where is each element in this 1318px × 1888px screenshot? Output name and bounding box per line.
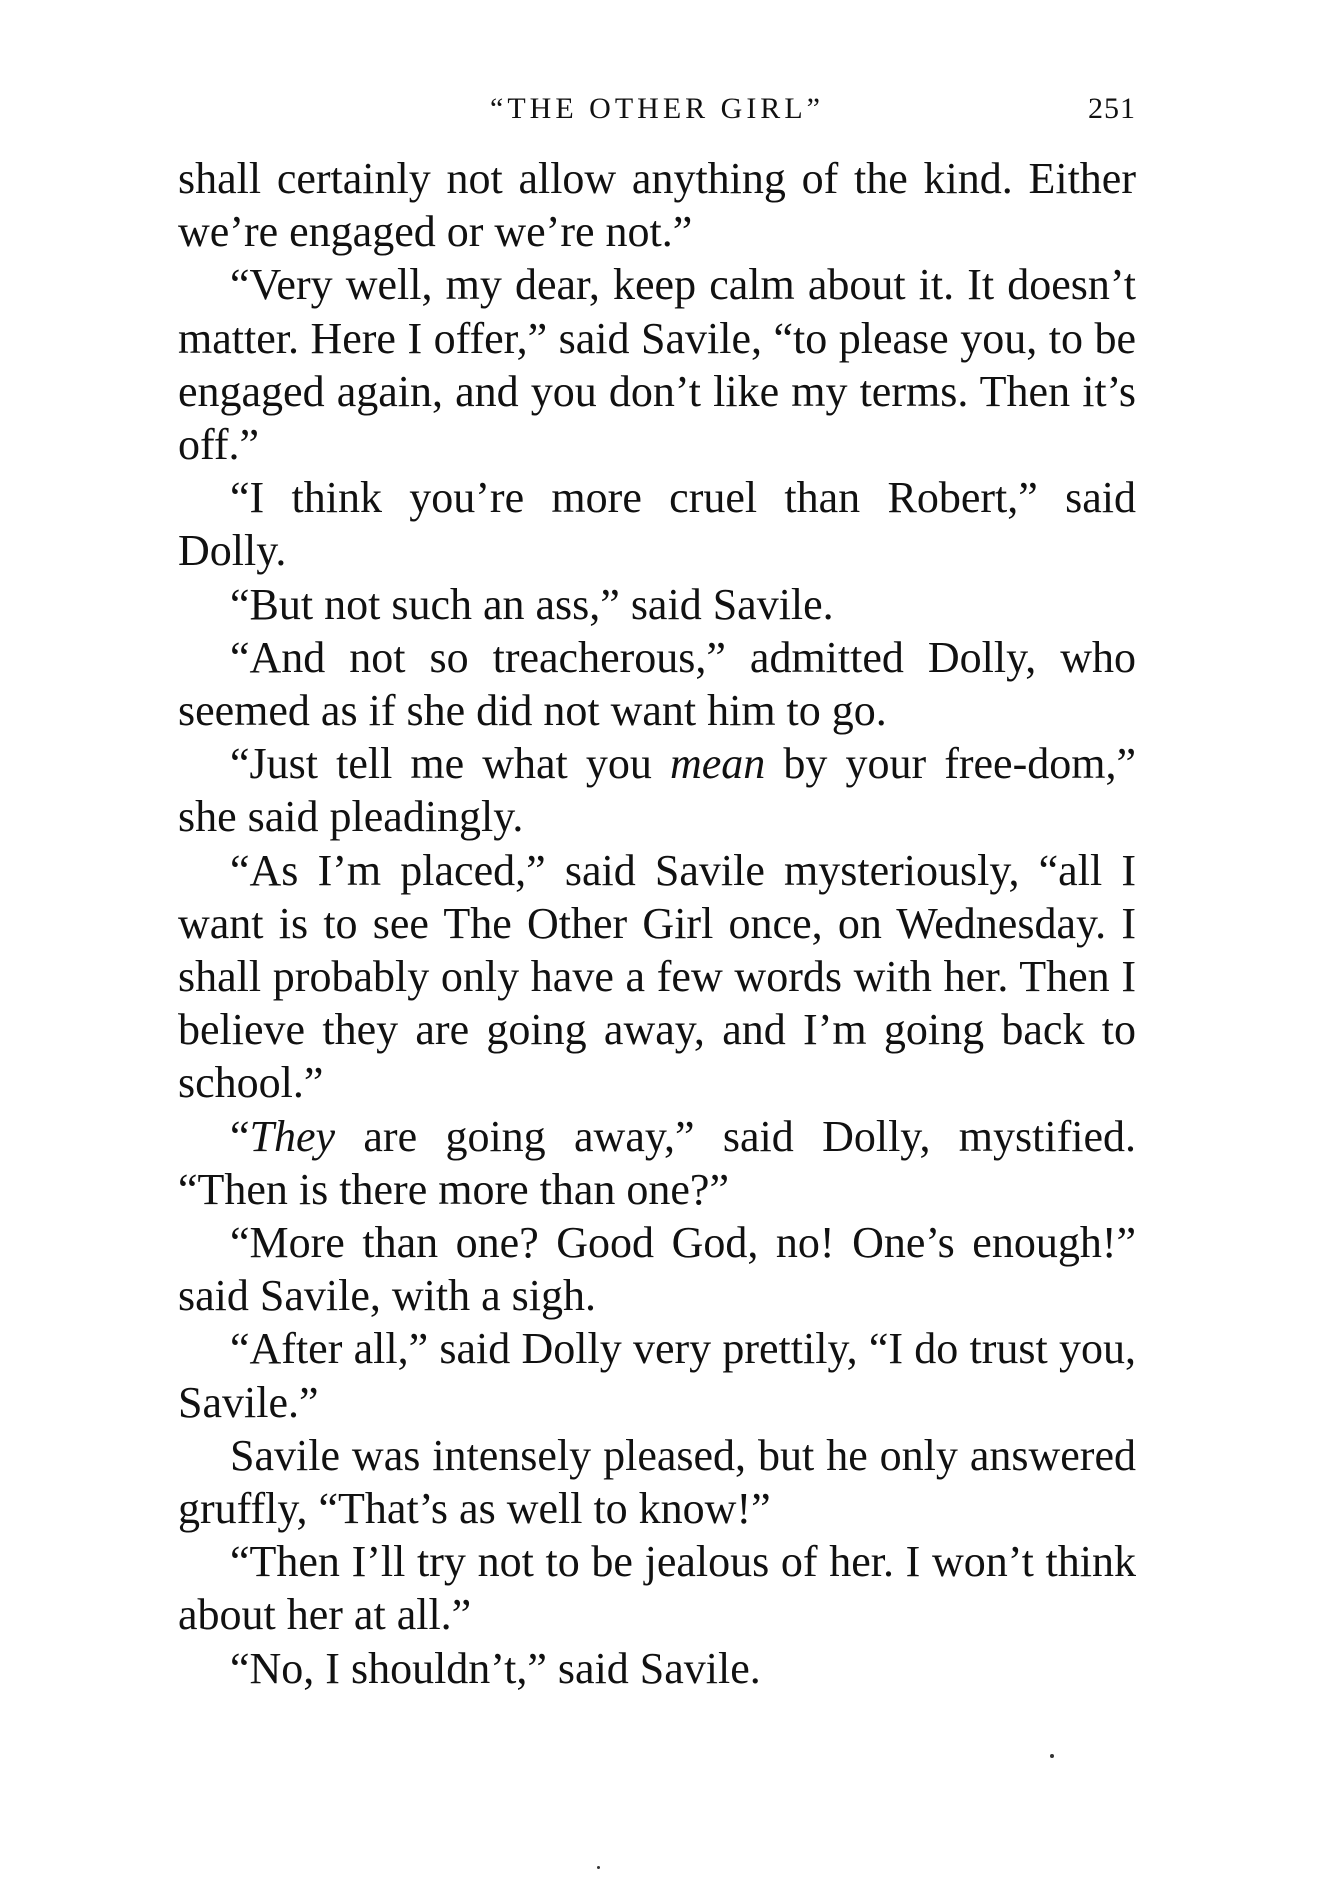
paragraph (178, 1216, 1136, 1322)
ink-speck (597, 1866, 600, 1869)
paragraph-text: “As I’m placed,” said Savile mysteriously, “all I want is to see The Other Girl once, on Wednesday. I shall probably only have a few words with her. Then I believe they are going away, and I’m going back to school.” (178, 845, 1136, 1108)
paragraph-text: “ (230, 1111, 250, 1161)
paragraph (178, 1429, 1136, 1535)
paragraph-text: “But not such an ass,” said Savile. (230, 579, 834, 629)
paragraph (178, 631, 1136, 737)
paragraph (178, 844, 1136, 1110)
paragraph-text: “I think you’re more cruel than Robert,” said Dolly. (178, 473, 1136, 576)
body-text (178, 152, 1136, 1695)
emphasis-text: They (249, 1111, 336, 1161)
running-head (178, 92, 1136, 132)
paragraph-text: by your free-dom,” she said pleadingly. (178, 739, 1136, 842)
running-title: “THE OTHER GIRL” (490, 92, 824, 125)
paragraph-text: are going away,” said Dolly, mystified. “Then is there more than one?” (178, 1111, 1136, 1214)
paragraph (178, 1642, 1136, 1695)
paragraph (178, 1535, 1136, 1641)
paragraph-text: “Very well, my dear, keep calm about it. It doesn’t matter. Here I offer,” said Savile, “to please you, to be engaged again, and you don’t like my terms. Then it’s off.” (178, 260, 1136, 470)
paragraph-text: “Then I’ll try not to be jealous of her. I won’t think about her at all.” (178, 1537, 1136, 1640)
paragraph-text: “More than one? Good God, no! One’s enough!” said Savile, with a sigh. (178, 1218, 1136, 1321)
paragraph (178, 737, 1136, 843)
paragraph-text: “Just tell me what you (230, 739, 670, 789)
paragraph-text: shall certainly not allow anything of the kind. Either we’re engaged or we’re not.” (178, 154, 1136, 257)
paragraph (178, 471, 1136, 577)
paragraph-text: “And not so treacherous,” admitted Dolly, who seemed as if she did not want him to go. (178, 632, 1136, 736)
paragraph (178, 152, 1136, 258)
paragraph (178, 578, 1136, 631)
paragraph-text: Savile was intensely pleased, but he only answered gruffly, “That’s as well to know!” (178, 1430, 1136, 1534)
paragraph (178, 258, 1136, 471)
paragraph-text: “After all,” said Dolly very prettily, “I do trust you, Savile.” (178, 1324, 1136, 1427)
ink-speck (1050, 1754, 1054, 1758)
paragraph (178, 1110, 1136, 1216)
paragraph-text: “No, I shouldn’t,” said Savile. (230, 1643, 761, 1693)
page-number: 251 (1088, 92, 1136, 125)
paragraph (178, 1322, 1136, 1428)
emphasis-text: mean (669, 739, 766, 789)
